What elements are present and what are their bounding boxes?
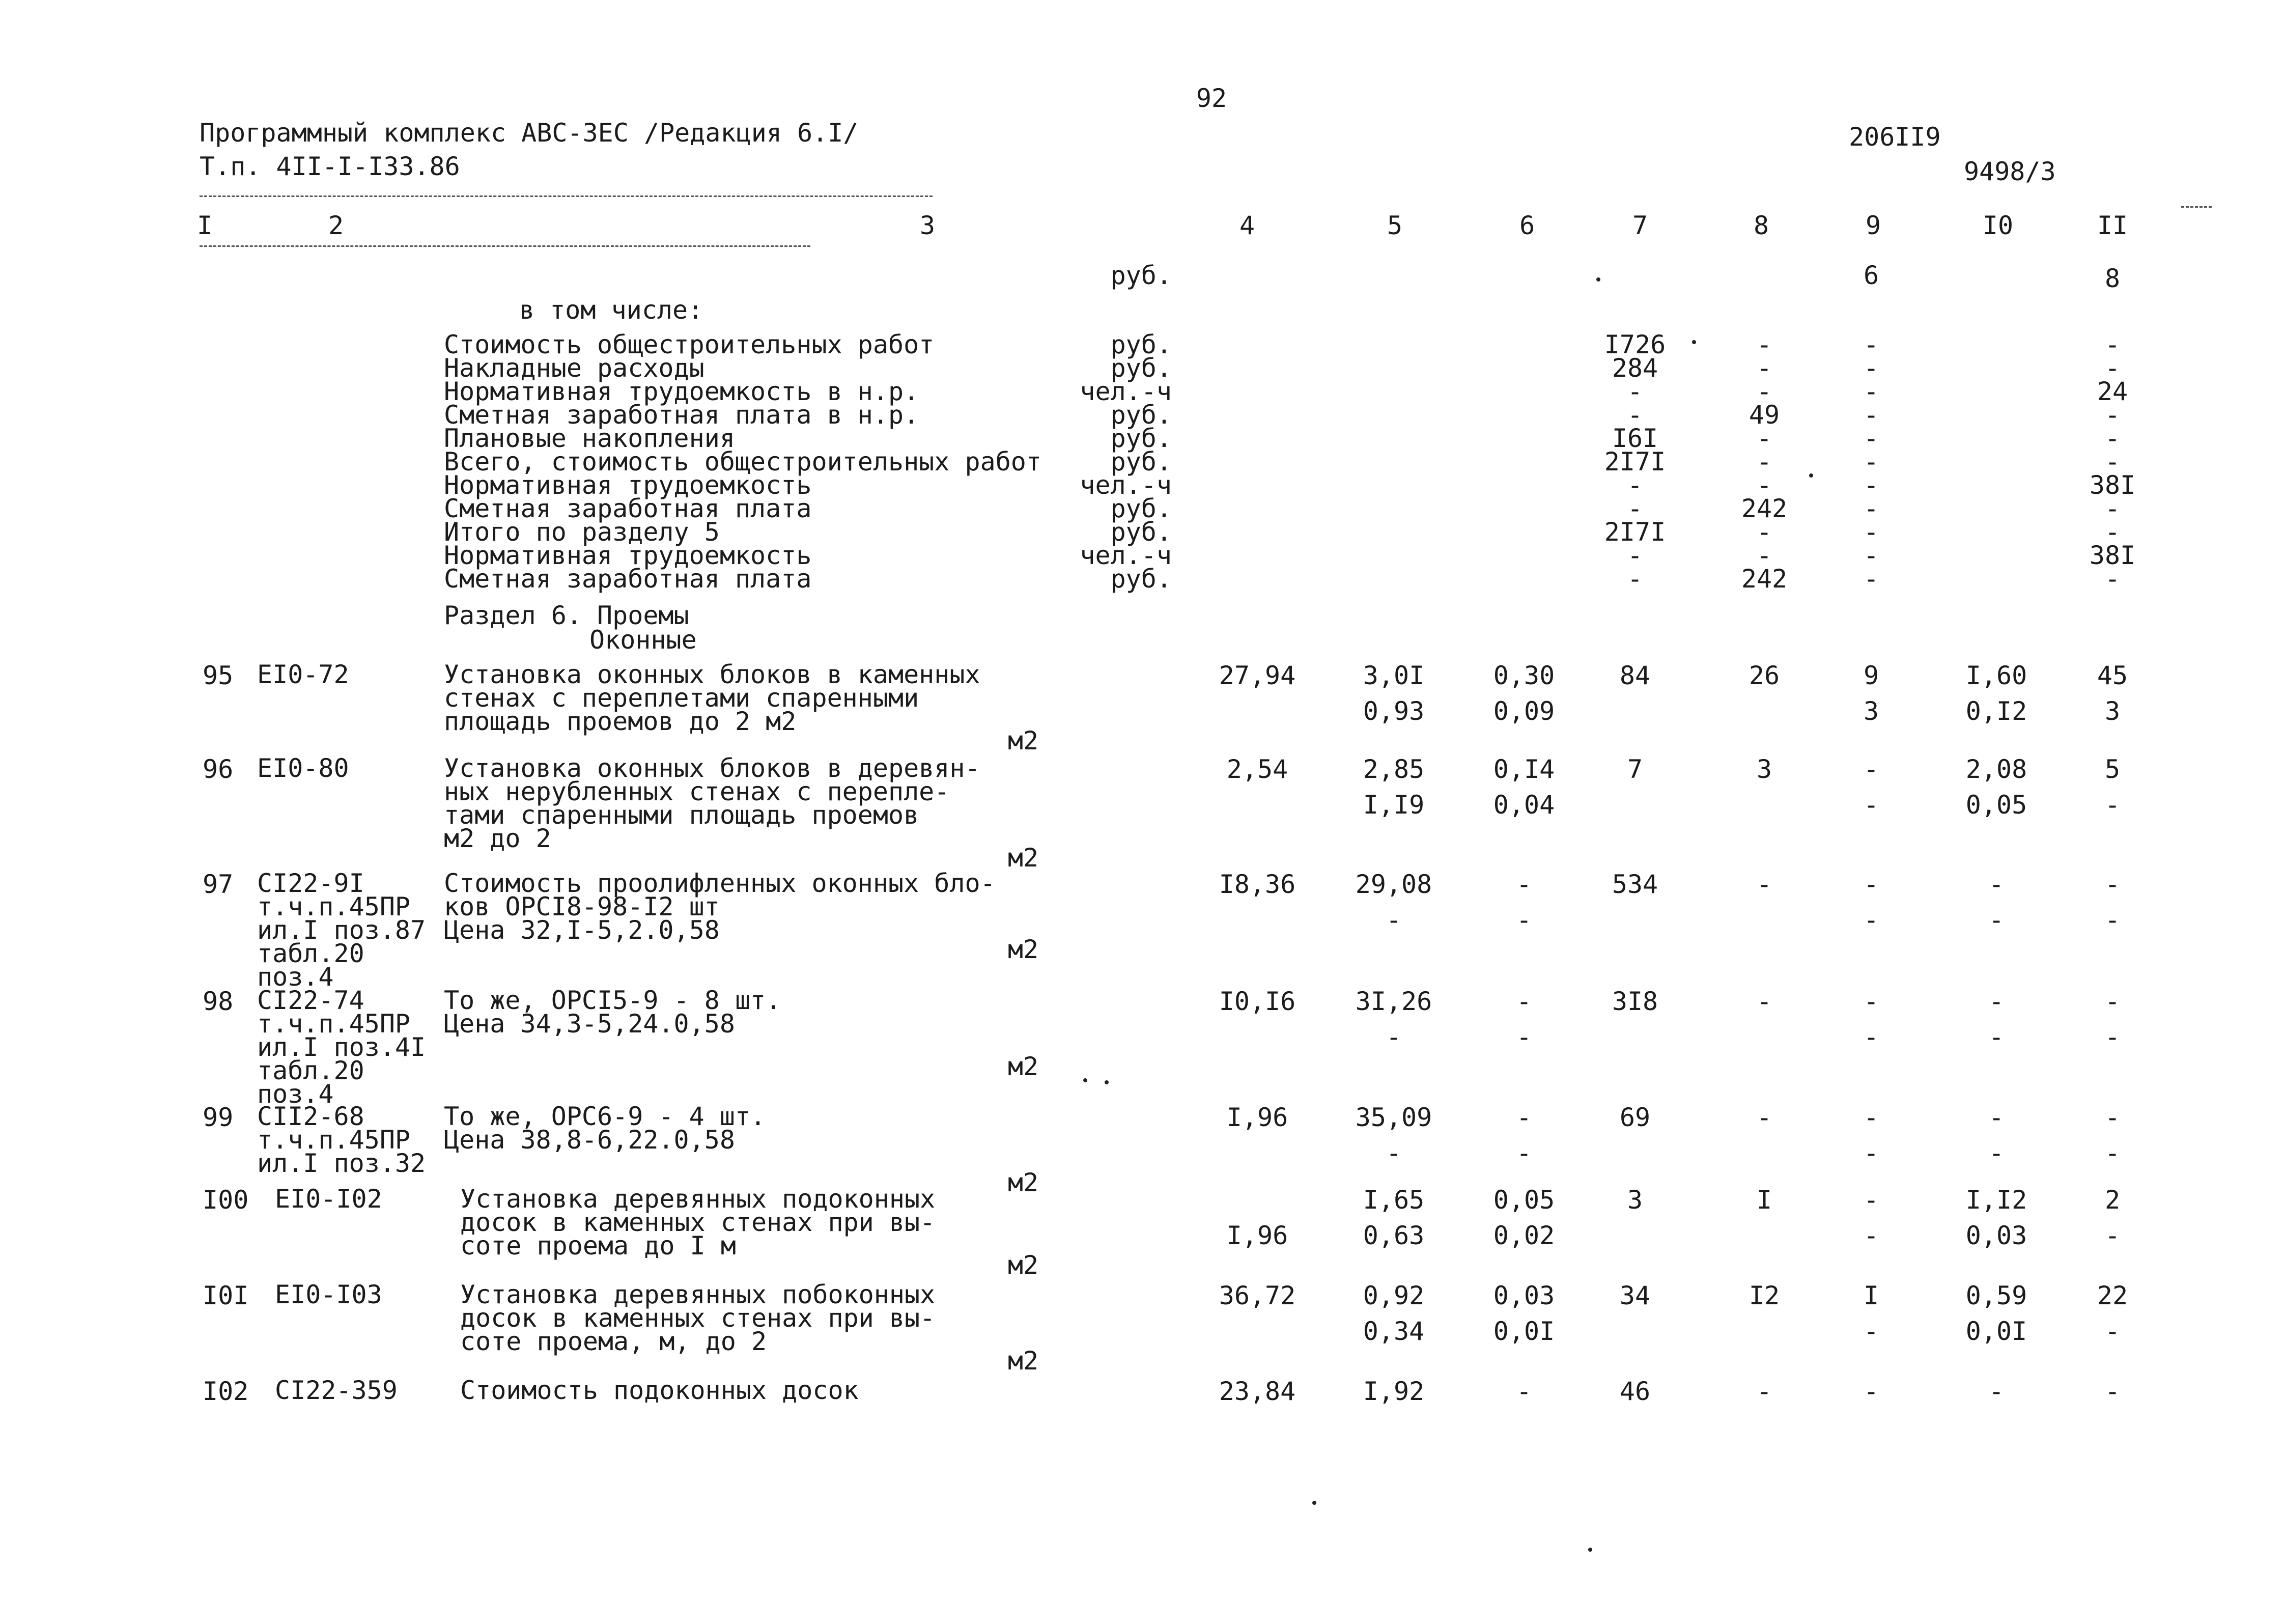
item-col8: 26 [1749, 661, 1780, 690]
item-col7: 7 [1627, 754, 1643, 784]
item-description: Установка оконных блоков в деревян- ных нерубленных стенах с перепле- тами спаренными площадь проемов м2 до 2 [444, 753, 980, 853]
item-c5-value: 0,63 [1363, 1221, 1425, 1250]
margin-mark [2181, 206, 2212, 208]
item-c5-value: 3I,26 [1355, 987, 1432, 1016]
item-description: То же, ОРС6-9 - 4 шт. Цена 38,8-6,22.0,58 [444, 1102, 766, 1155]
item-c5-value: 0,93 [1363, 696, 1425, 726]
item-c6-value: 0,04 [1493, 790, 1555, 820]
item-col8: I2 [1749, 1281, 1780, 1310]
scan-speck [1588, 1548, 1592, 1552]
page-number: 92 [1196, 83, 1227, 113]
column-header: I0 [1982, 211, 2014, 240]
column-header: 7 [1632, 211, 1648, 240]
summary-value-c7: 284 [1612, 353, 1658, 383]
item-col4: 27,94 [1219, 661, 1296, 690]
summary-value-c9: - [1863, 470, 1879, 500]
summary-value-c8: 242 [1741, 494, 1788, 523]
item-c5-value: I,65 [1363, 1185, 1425, 1215]
item-c11-value: - [2104, 987, 2121, 1016]
item-c9-value: - [1863, 870, 1879, 899]
summary-value-c8: - [1756, 517, 1772, 547]
summary-value-c11: - [2104, 564, 2121, 594]
column-header: 2 [328, 211, 344, 240]
item-c9-value: - [1863, 1103, 1879, 1132]
item-col7: 3 [1627, 1185, 1643, 1215]
item-code: EI0-I03 [275, 1280, 382, 1309]
item-description: Стоимость подоконных досок [460, 1376, 859, 1405]
summary-label: Сметная заработная плата [444, 494, 812, 523]
scan-speck [1105, 1080, 1109, 1084]
summary-value-c7: 2I7I [1604, 517, 1666, 547]
summary-value-c11: - [2104, 494, 2121, 523]
item-c11-value: - [2104, 870, 2121, 899]
item-col8: - [1756, 1103, 1772, 1132]
item-col4: I,96 [1226, 1103, 1288, 1132]
column-header: 9 [1865, 211, 1881, 240]
item-col8: - [1756, 1377, 1772, 1406]
summary-value-c7: I726 [1604, 330, 1666, 359]
summary-value-c7: I6I [1612, 424, 1658, 453]
item-unit: м2 [1007, 1250, 1039, 1280]
top-row-col9: 6 [1863, 261, 1879, 290]
summary-value-c8: - [1756, 424, 1772, 453]
summary-unit: руб. [1110, 447, 1172, 477]
item-c10-value: 0,05 [1965, 790, 2027, 820]
summary-unit: руб. [1110, 330, 1172, 359]
summary-unit: руб. [1110, 517, 1172, 547]
item-col8: - [1756, 870, 1772, 899]
summary-unit: руб. [1110, 424, 1172, 453]
summary-value-c11: - [2104, 400, 2121, 430]
item-c5-value: 2,85 [1363, 754, 1425, 784]
item-c5-value: - [1386, 905, 1402, 935]
summary-value-c11: - [2104, 424, 2121, 453]
item-c10-value: 0,0I [1965, 1317, 2027, 1346]
item-unit: м2 [1007, 1346, 1039, 1376]
item-c9-value: - [1863, 1317, 1879, 1346]
summary-label: Итого по разделу 5 [444, 517, 720, 547]
item-c10-value: I,I2 [1965, 1185, 2027, 1215]
item-c9-value: 9 [1863, 661, 1879, 690]
item-c11-value: - [2104, 1022, 2121, 1052]
item-c5-value: 0,92 [1363, 1281, 1425, 1310]
top-row-unit: руб. [1110, 261, 1172, 290]
item-c6-value: 0,0I [1493, 1317, 1555, 1346]
column-header: 8 [1753, 211, 1769, 240]
item-c11-value: - [2104, 1377, 2121, 1406]
item-c10-value: I,60 [1965, 661, 2027, 690]
summary-value-c8: - [1756, 377, 1772, 406]
item-c11-value: - [2104, 905, 2121, 935]
item-c6-value: - [1516, 987, 1532, 1016]
item-c11-value: 22 [2097, 1281, 2128, 1310]
summary-value-c9: - [1863, 330, 1879, 359]
summary-value-c7: 2I7I [1604, 447, 1666, 477]
summary-value-c11: 38I [2089, 470, 2136, 500]
column-header: 4 [1239, 211, 1255, 240]
item-col4: 36,72 [1219, 1281, 1296, 1310]
summary-unit: чел.-ч [1080, 470, 1172, 500]
document-code: 206II9 [1849, 122, 1941, 152]
summary-unit: руб. [1110, 353, 1172, 383]
item-c6-value: - [1516, 1103, 1532, 1132]
item-col8: 3 [1756, 754, 1772, 784]
item-c10-value: - [1988, 1138, 2005, 1168]
item-number: I0I [203, 1281, 249, 1310]
summary-value-c8: 242 [1741, 564, 1788, 594]
summary-value-c9: - [1863, 377, 1879, 406]
item-c5-value: 0,34 [1363, 1317, 1425, 1346]
item-c11-value: 3 [2104, 696, 2121, 726]
item-col8: - [1756, 987, 1772, 1016]
item-c11-value: - [2104, 1103, 2121, 1132]
summary-value-c7: - [1627, 400, 1643, 430]
summary-value-c7: - [1627, 494, 1643, 523]
item-col4: I8,36 [1219, 870, 1296, 899]
item-col7: 84 [1619, 661, 1651, 690]
summary-value-c7: - [1627, 377, 1643, 406]
column-header: II [2097, 211, 2128, 240]
item-c11-value: - [2104, 1317, 2121, 1346]
summary-value-c7: - [1627, 564, 1643, 594]
header-rule-bottom [200, 245, 810, 247]
item-c9-value: 3 [1863, 696, 1879, 726]
summary-value-c9: - [1863, 494, 1879, 523]
item-c9-value: - [1863, 905, 1879, 935]
summary-value-c11: - [2104, 517, 2121, 547]
item-c5-value: - [1386, 1022, 1402, 1052]
included-label: в том числе: [519, 295, 703, 325]
sheet-number: 9498/3 [1964, 157, 2056, 186]
summary-label: Нормативная трудоемкость [444, 470, 812, 500]
item-c6-value: - [1516, 905, 1532, 935]
item-description: То же, ОРСI5-9 - 8 шт. Цена 34,3-5,24.0,58 [444, 986, 781, 1039]
item-c9-value: - [1863, 987, 1879, 1016]
summary-value-c9: - [1863, 424, 1879, 453]
column-header: 6 [1519, 211, 1535, 240]
item-c6-value: 0,I4 [1493, 754, 1555, 784]
item-c11-value: 5 [2104, 754, 2121, 784]
column-header: 5 [1387, 211, 1403, 240]
item-unit: м2 [1007, 1052, 1039, 1081]
summary-value-c8: - [1756, 353, 1772, 383]
top-row-col11: 8 [2104, 264, 2121, 293]
item-c11-value: - [2104, 1138, 2121, 1168]
summary-value-c9: - [1863, 564, 1879, 594]
item-c9-value: - [1863, 754, 1879, 784]
summary-label: Нормативная трудоемкость [444, 541, 812, 570]
item-code: CI22-359 [275, 1376, 398, 1405]
item-number: 98 [203, 987, 234, 1016]
summary-value-c11: - [2104, 447, 2121, 477]
item-c10-value: 0,59 [1965, 1281, 2027, 1310]
item-c10-value: - [1988, 987, 2005, 1016]
item-c6-value: 0,09 [1493, 696, 1555, 726]
item-number: I00 [203, 1185, 249, 1215]
item-c10-value: - [1988, 1377, 2005, 1406]
item-col4: I0,I6 [1219, 987, 1296, 1016]
item-code: EI0-I02 [275, 1184, 382, 1214]
item-c10-value: - [1988, 870, 2005, 899]
item-code: CII2-68 т.ч.п.45ПР ил.I поз.32 [257, 1102, 426, 1178]
summary-value-c9: - [1863, 541, 1879, 570]
item-c9-value: - [1863, 790, 1879, 820]
column-header: 3 [919, 211, 936, 240]
column-header: I [196, 211, 213, 240]
scan-speck [1692, 340, 1696, 344]
summary-value-c9: - [1863, 517, 1879, 547]
scan-speck [1083, 1078, 1087, 1082]
item-col7: 34 [1619, 1281, 1651, 1310]
summary-unit: руб. [1110, 400, 1172, 430]
item-c9-value: - [1863, 1185, 1879, 1215]
item-col7: 534 [1612, 870, 1658, 899]
summary-label: Всего, стоимость общестроительных работ [444, 447, 1041, 477]
summary-value-c9: - [1863, 447, 1879, 477]
item-unit: м2 [1007, 935, 1039, 964]
item-c5-value: I,92 [1363, 1377, 1425, 1406]
item-c9-value: - [1863, 1138, 1879, 1168]
item-c10-value: 2,08 [1965, 754, 2027, 784]
section-title: Раздел 6. Проемы [444, 601, 689, 630]
item-col4: I,96 [1226, 1221, 1288, 1250]
scan-speck [1596, 277, 1600, 282]
item-c5-value: 35,09 [1355, 1103, 1432, 1132]
item-c10-value: 0,03 [1965, 1221, 2027, 1250]
item-code: CI22-74 т.ч.п.45ПР ил.I поз.4I табл.20 поз.4 [257, 986, 426, 1109]
summary-label: Сметная заработная плата [444, 564, 812, 594]
item-col4: 2,54 [1226, 754, 1288, 784]
item-code: EI0-72 [257, 660, 349, 689]
item-number: 97 [203, 870, 234, 899]
item-c11-value: - [2104, 790, 2121, 820]
program-name: Программный комплекс АВС-3ЕС /Редакция 6.I/ [200, 118, 859, 148]
item-unit: м2 [1007, 726, 1039, 755]
item-code: CI22-9I т.ч.п.45ПР ил.I поз.87 табл.20 поз.4 [257, 869, 426, 992]
summary-value-c9: - [1863, 353, 1879, 383]
item-c9-value: - [1863, 1221, 1879, 1250]
summary-label: Нормативная трудоемкость в н.р. [444, 377, 919, 406]
summary-label: Накладные расходы [444, 353, 704, 383]
summary-unit: чел.-ч [1080, 541, 1172, 570]
item-col7: 3I8 [1612, 987, 1658, 1016]
summary-value-c9: - [1863, 400, 1879, 430]
scan-speck [1809, 473, 1813, 478]
item-c6-value: 0,02 [1493, 1221, 1555, 1250]
item-number: 95 [203, 661, 234, 690]
item-col7: 46 [1619, 1377, 1651, 1406]
item-number: 99 [203, 1103, 234, 1132]
item-description: Установка деревянных подоконных досок в каменных стенах при вы- соте проема до I м [460, 1184, 936, 1261]
summary-unit: руб. [1110, 494, 1172, 523]
item-c5-value: I,I9 [1363, 790, 1425, 820]
item-c5-value: - [1386, 1138, 1402, 1168]
summary-value-c7: - [1627, 541, 1643, 570]
summary-value-c8: - [1756, 447, 1772, 477]
item-description: Установка деревянных побоконных досок в каменных стенах при вы- соте проема, м, до 2 [460, 1280, 936, 1356]
item-c11-value: - [2104, 1221, 2121, 1250]
item-number: 96 [203, 754, 234, 784]
item-c10-value: - [1988, 1103, 2005, 1132]
item-unit: м2 [1007, 1168, 1039, 1197]
section-subtitle: Оконные [589, 625, 697, 655]
summary-unit: чел.-ч [1080, 377, 1172, 406]
summary-value-c11: 38I [2089, 541, 2136, 570]
summary-label: Сметная заработная плата в н.р. [444, 400, 919, 430]
summary-label: Стоимость общестроительных работ [444, 330, 935, 359]
item-c10-value: 0,I2 [1965, 696, 2027, 726]
item-col4: 23,84 [1219, 1377, 1296, 1406]
item-c6-value: 0,30 [1493, 661, 1555, 690]
project-number: Т.п. 4II-I-I33.86 [200, 152, 460, 181]
item-description: Установка оконных блоков в каменных стенах с переплетами спаренными площадь проемов до 2 м2 [444, 660, 980, 736]
summary-value-c11: - [2104, 330, 2121, 359]
item-description: Стоимость проолифленных оконных бло- ков ОРСI8-98-I2 шт Цена 32,I-5,2.0,58 [444, 869, 996, 945]
item-c9-value: - [1863, 1022, 1879, 1052]
summary-label: Плановые накопления [444, 424, 735, 453]
item-unit: м2 [1007, 843, 1039, 873]
item-number: I02 [203, 1377, 249, 1406]
item-code: EI0-80 [257, 753, 349, 783]
summary-value-c8: - [1756, 470, 1772, 500]
header-rule-top [200, 195, 933, 197]
item-c9-value: - [1863, 1377, 1879, 1406]
item-c6-value: - [1516, 1138, 1532, 1168]
item-c6-value: - [1516, 1022, 1532, 1052]
item-c6-value: 0,05 [1493, 1185, 1555, 1215]
scan-speck [1312, 1501, 1316, 1505]
summary-value-c11: - [2104, 353, 2121, 383]
item-c11-value: 2 [2104, 1185, 2121, 1215]
summary-value-c8: - [1756, 541, 1772, 570]
summary-value-c8: 49 [1749, 400, 1780, 430]
item-c6-value: - [1516, 1377, 1532, 1406]
item-c10-value: - [1988, 905, 2005, 935]
item-col7: 69 [1619, 1103, 1651, 1132]
item-col8: I [1756, 1185, 1772, 1215]
summary-value-c7: - [1627, 470, 1643, 500]
item-c11-value: 45 [2097, 661, 2128, 690]
item-c6-value: - [1516, 870, 1532, 899]
summary-value-c11: 24 [2097, 377, 2128, 406]
item-c5-value: 3,0I [1363, 661, 1425, 690]
item-c5-value: 29,08 [1355, 870, 1432, 899]
item-c9-value: I [1863, 1281, 1879, 1310]
summary-value-c8: - [1756, 330, 1772, 359]
summary-unit: руб. [1110, 564, 1172, 594]
item-c6-value: 0,03 [1493, 1281, 1555, 1310]
item-c10-value: - [1988, 1022, 2005, 1052]
